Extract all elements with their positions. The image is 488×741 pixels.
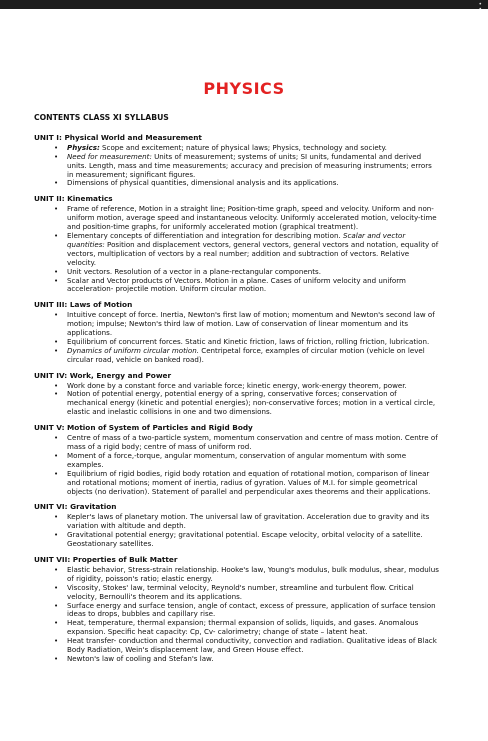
bullet-icon: •: [54, 390, 59, 399]
syllabus-content: [34, 114, 439, 671]
topic-text: Surface energy and surface tension, angle of contact, excess of pressure, application of surface tension ideas to drops, bubbles and capillary rise.: [67, 600, 436, 619]
unit-topic-list: [34, 513, 439, 549]
topic-lead: Need for measurement:: [67, 151, 152, 161]
unit-section: [34, 372, 439, 418]
bullet-icon: •: [54, 531, 59, 540]
topic-text: Kepler's laws of planetary motion. The universal law of gravitation. Acceleration due to gravity and its variation with altitude and depth.: [67, 512, 430, 531]
unit-section: [34, 424, 439, 496]
topic-text: Frame of reference, Motion in a straight line; Position-time graph, speed and velocity. Uniform and non-uniform motion, average speed and instantaneous velocity. Uniformly accelerated motion, velocity-time and position-time graphs, for uniformly accelerated motion (graphical treatment).: [67, 204, 437, 232]
topic-text: Centre of mass of a two-particle system, momentum conservation and centre of mass motion. Centre of mass of a rigid body; centre of mass of uniform rod.: [67, 433, 438, 451]
unit-section: [34, 301, 439, 364]
list-item: [34, 470, 439, 497]
bullet-icon: •: [54, 267, 59, 276]
bullet-icon: •: [54, 451, 59, 460]
list-item: [34, 434, 439, 452]
bullet-icon: •: [54, 637, 59, 646]
unit-section: [34, 134, 439, 188]
more-options-icon[interactable]: •: [478, 1, 482, 8]
unit-topic-list: [34, 144, 439, 189]
list-item: [34, 513, 439, 531]
bullet-icon: •: [54, 381, 59, 390]
unit-list: [34, 134, 439, 664]
bullet-icon: •: [54, 565, 59, 574]
topic-text: Heat, temperature, thermal expansion; thermal expansion of solids, liquids, and gases. Anomalous expansion. Specific heat capacity: Cp, Cv- calorimetry; change of state – latent heat.: [67, 618, 419, 637]
topic-text: Dimensions of physical quantities, dimensional analysis and its applications.: [67, 178, 339, 188]
topic-text: Heat transfer- conduction and thermal conductivity, convection and radiation. Qualitative ideas of Black Body Radiation, Wein's displacement law, and Green House effect.: [67, 636, 437, 655]
list-item: [34, 531, 439, 549]
unit-section: [34, 503, 439, 549]
topic-text: Equilibrium of concurrent forces. Static and Kinetic friction, laws of friction, rolling friction, lubrication.: [67, 336, 430, 346]
bullet-icon: •: [54, 346, 59, 355]
list-item: [34, 205, 439, 232]
list-item: [34, 566, 439, 584]
unit-title: UNIT VII: Properties of Bulk Matter: [34, 554, 178, 564]
topic-text: Equilibrium of rigid bodies, rigid body rotation and equation of rotational motion, comparison of linear and rotational motions; moment of inertia, radius of gyration. Values of M.I. for simple geometrical objects (no derivation). Statement of parallel and perpendicular axes theorems and their applications.: [67, 468, 431, 496]
unit-section: [34, 556, 439, 664]
viewer-top-bar: [0, 0, 488, 9]
topic-text: Gravitational potential energy; gravitational potential. Escape velocity, orbital velocity of a satellite. Geostationary satellites.: [67, 530, 423, 549]
list-item: [34, 619, 439, 637]
bullet-icon: •: [54, 469, 59, 478]
unit-title: UNIT II: Kinematics: [34, 194, 113, 204]
topic-text: Scope and excitement; nature of physical laws; Physics, technology and society.: [99, 142, 387, 152]
unit-title: UNIT IV: Work, Energy and Power: [34, 370, 172, 380]
topic-text: Elastic behavior, Stress-strain relationship. Hooke's law, Young's modulus, bulk modulus, shear, modulus of rigidity, poisson's ratio; elastic energy.: [67, 564, 439, 583]
bullet-icon: •: [54, 179, 59, 188]
bullet-icon: •: [54, 152, 59, 161]
bullet-icon: •: [54, 337, 59, 346]
topic-text: Newton's law of cooling and Stefan's law.: [67, 653, 214, 663]
contents-heading: CONTENTS CLASS XI SYLLABUS: [34, 113, 169, 122]
list-item: [34, 277, 439, 295]
unit-title: UNIT I: Physical World and Measurement: [34, 132, 202, 142]
bullet-icon: •: [54, 654, 59, 663]
topic-text: Intuitive concept of force. Inertia, Newton's first law of motion; momentum and Newton's second law of motion; impulse; Newton's third law of motion. Law of conservation of linear momentum and its applications.: [67, 310, 435, 338]
bullet-icon: •: [54, 434, 59, 443]
topic-text: Units of measurement; systems of units; SI units, fundamental and derived units. Length, mass and time measurements; accuracy and precision of measuring instruments; errors in measurement; significant figures.: [67, 151, 432, 179]
list-item: [34, 637, 439, 655]
bullet-icon: •: [54, 143, 59, 152]
list-item: [34, 232, 439, 268]
unit-topic-list: [34, 311, 439, 364]
list-item: [34, 655, 439, 664]
topic-text-continued: Position and displacement vectors, general vectors, general vectors and notation, equality of vectors, multiplication of vectors by a real number; addition and subtraction of vectors. Relative velocity.: [67, 239, 439, 267]
topic-text: Work done by a constant force and variable force; kinetic energy, work-energy theorem, power.: [67, 380, 407, 390]
list-item: [34, 153, 439, 180]
unit-title: UNIT III: Laws of Motion: [34, 300, 133, 310]
topic-italic-term: Scalar and vector quantities:: [67, 230, 406, 249]
list-item: [34, 179, 439, 188]
topic-text: Elementary concepts of differentiation and integration for describing motion.: [67, 230, 343, 240]
topic-text: Scalar and Vector products of Vectors. Motion in a plane. Cases of uniform velocity and uniform acceleration- projectile motion. Uniform circular motion.: [67, 275, 406, 294]
list-item: [34, 452, 439, 470]
unit-title: UNIT VI: Gravitation: [34, 502, 117, 512]
unit-topic-list: [34, 382, 439, 418]
topic-text: Unit vectors. Resolution of a vector in a plane-rectangular components.: [67, 266, 321, 276]
unit-topic-list: [34, 205, 439, 294]
topic-lead: Dynamics of uniform circular motion.: [67, 345, 199, 355]
bullet-icon: •: [54, 601, 59, 610]
list-item: [34, 390, 439, 417]
list-item: [34, 347, 439, 365]
list-item: [34, 311, 439, 338]
bullet-icon: •: [54, 583, 59, 592]
list-item: [34, 602, 439, 620]
document-page: [0, 9, 488, 741]
list-item: [34, 584, 439, 602]
topic-text: Viscosity, Stokes' law, terminal velocity, Reynold's number, streamline and turbulent flow. Critical velocity, Bernoulli's theorem and its applications.: [67, 582, 414, 601]
bullet-icon: •: [54, 205, 59, 214]
unit-title: UNIT V: Motion of System of Particles and Rigid Body: [34, 423, 253, 433]
topic-text: Moment of a force,-torque, angular momentum, conservation of angular momentum with some examples.: [67, 450, 407, 469]
topic-text: Notion of potential energy, potential energy of a spring, conservative forces; conservation of mechanical energy (kinetic and potential energies); non-conservative forces; motion in a vertical circle, elastic and inelastic collisions in one and two dimensions.: [67, 389, 436, 417]
topic-text: Centripetal force, examples of circular motion (vehicle on level circular road, vehicle on banked road).: [67, 345, 425, 364]
bullet-icon: •: [54, 276, 59, 285]
topic-lead: Physics:: [67, 142, 100, 152]
bullet-icon: •: [54, 513, 59, 522]
unit-topic-list: [34, 566, 439, 664]
bullet-icon: •: [54, 311, 59, 320]
bullet-icon: •: [54, 231, 59, 240]
page-title: PHYSICS: [203, 79, 285, 98]
bullet-icon: •: [54, 619, 59, 628]
unit-section: [34, 195, 439, 294]
unit-topic-list: [34, 434, 439, 496]
